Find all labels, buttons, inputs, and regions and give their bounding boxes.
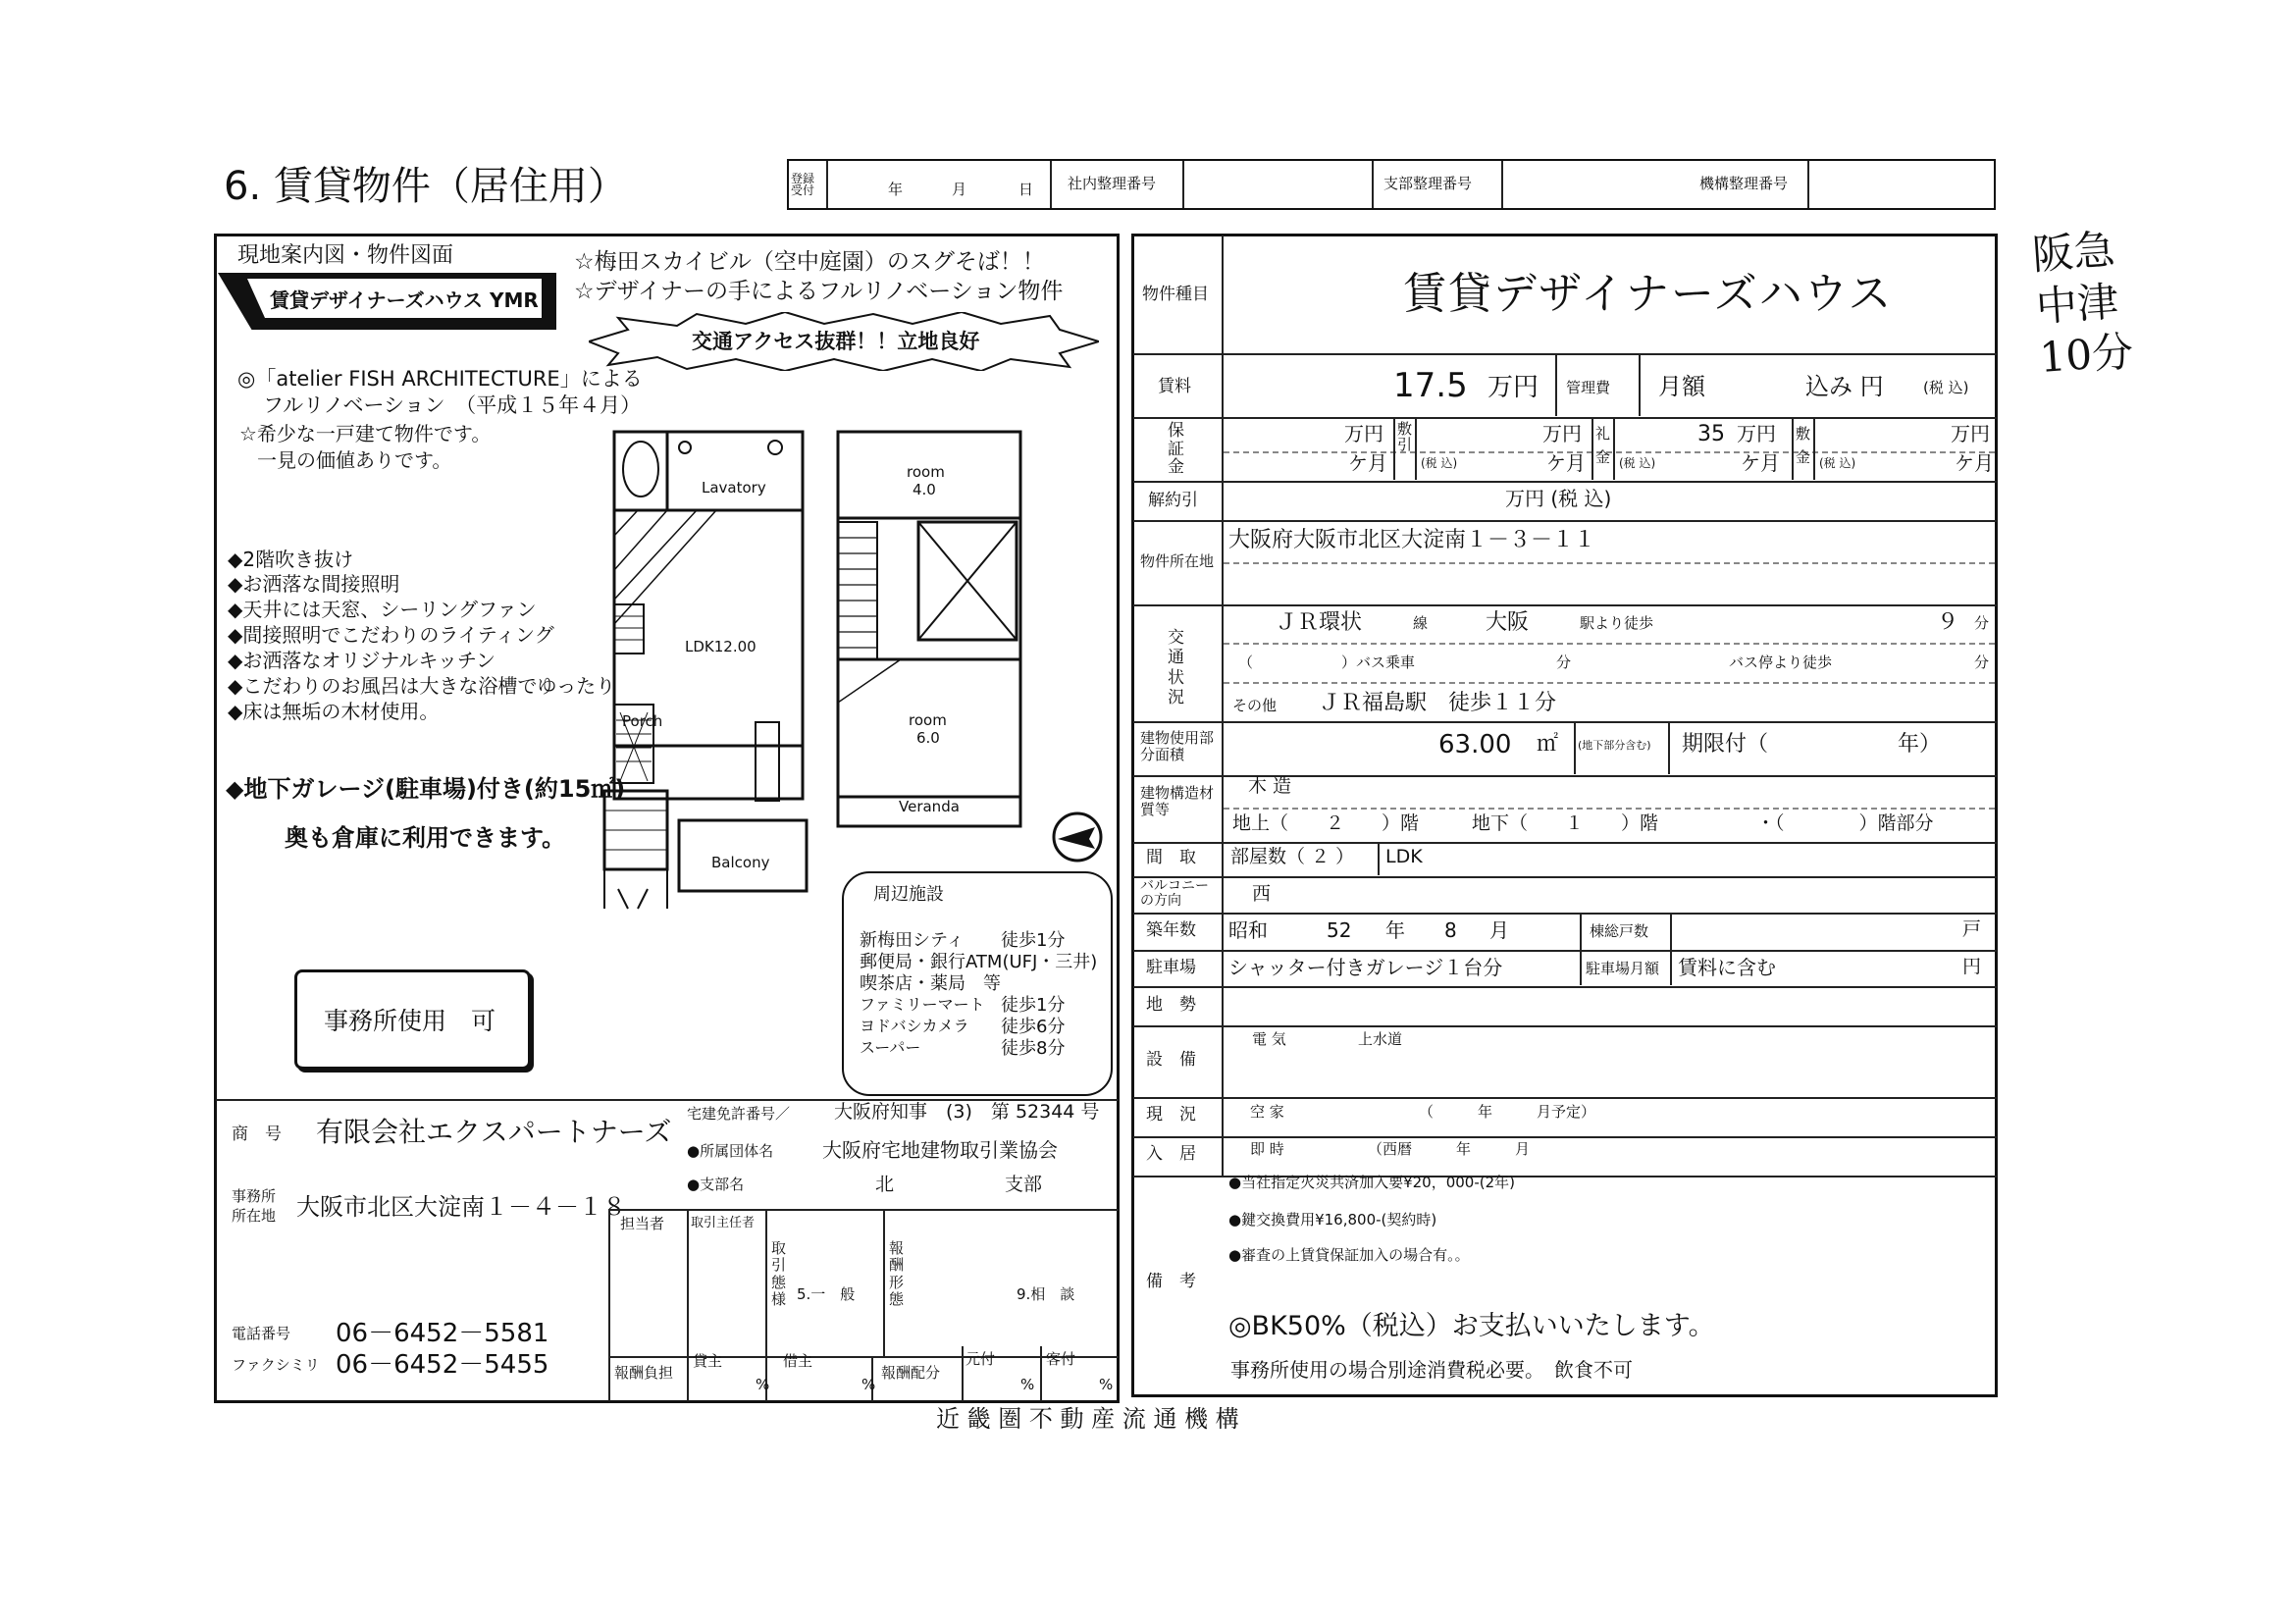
branch-suffix: 支部 [1005, 1174, 1043, 1195]
office-note: 事務所使用の場合別途消費税必要。 飲食不可 [1230, 1358, 1633, 1382]
nearby-5-name: ヨドバシカメラ [860, 1017, 969, 1035]
type-label: 物件種目 [1142, 285, 1209, 304]
trade-label: 商 号 [232, 1125, 282, 1144]
org-no-label: 機構整理番号 [1699, 175, 1789, 192]
catch-line-2: ☆デザイナーの手によるフルリノベーション物件 [574, 279, 1064, 304]
deposit-label: 保証金 [1168, 421, 1184, 478]
parking-fee-value: 賃料に含む [1678, 956, 1776, 979]
notes-label: 備 考 [1146, 1272, 1196, 1291]
parking-label: 駐車場 [1146, 958, 1196, 977]
feature-3: ◆天井には天窓、シーリングファン [228, 598, 537, 621]
rooms-value: 部屋数（ ２ ） [1230, 846, 1355, 867]
keitai-value: 9.相 談 [1017, 1285, 1075, 1303]
fax-label: ファクシミリ [232, 1356, 320, 1374]
tantou-label: 担当者 [620, 1215, 665, 1232]
haibun-label: 報酬配分 [881, 1364, 941, 1382]
bk-note: ◎BK50%（税込）お支払いいたします。 [1228, 1311, 1715, 1341]
taiyou-value: 5.一 般 [797, 1285, 856, 1303]
kaiyaku-label: 解約引 [1148, 491, 1198, 510]
balcony-label: バルコニーの方向 [1140, 878, 1209, 909]
office-address: 大阪市北区大淀南１－４－１８ [296, 1193, 626, 1221]
footer: 近 畿 圏 不 動 産 流 通 機 構 [936, 1405, 1239, 1433]
other-value: ＪＲ福島駅 徒歩１１分 [1319, 691, 1557, 715]
garage-line-2: 奥も倉庫に利用できます。 [285, 824, 566, 852]
bus-label: （ ）バス乗車 [1238, 654, 1416, 671]
kashinushi-label: 貸主 [693, 1352, 723, 1370]
reikin-label: 礼金 [1595, 425, 1611, 466]
compass-icon [1050, 810, 1105, 864]
terrain-label: 地 勢 [1146, 995, 1196, 1015]
structure-value: 木 造 [1248, 775, 1292, 797]
note-2: ●鍵交換費用¥16,800-(契約時) [1228, 1211, 1437, 1229]
map-title: 現地案内図・物件図面 [237, 243, 454, 268]
nearby-title: 周辺施設 [873, 884, 944, 905]
intro-line-2: フルリノベーション （平成１５年４月） [263, 393, 642, 417]
movein-label: 入 居 [1146, 1144, 1196, 1164]
floors-below: 地下（ １ ）階 [1472, 812, 1659, 834]
feature-2: ◆お洒落な間接照明 [228, 572, 400, 596]
address-label: 物件所在地 [1140, 552, 1215, 570]
parking-value: シャッター付きガレージ１台分 [1228, 956, 1503, 979]
branch-label: ●支部名 [687, 1176, 745, 1193]
trade-name: 有限会社エクスパートナーズ [316, 1116, 672, 1148]
ldk-value: LDK [1385, 846, 1423, 867]
feature-5: ◆お洒落なオリジナルキッチン [228, 649, 496, 672]
torihiki-taiyou-label: 取引態様 [771, 1239, 787, 1308]
tel-number: 06－6452－5581 [336, 1319, 549, 1348]
line-value: ＪＲ環状 [1276, 610, 1363, 635]
license-value: 大阪府知事 (3) 第 52344 号 [834, 1101, 1100, 1123]
feature-1: ◆2階吹き抜け [228, 548, 354, 571]
karinushi-label: 借主 [783, 1352, 813, 1370]
built-month: 8 [1444, 918, 1457, 942]
nearby-6-dist: 徒歩8分 [1001, 1038, 1066, 1059]
other-label: その他 [1232, 697, 1278, 714]
nearby-2-name: 郵便局・銀行ATM(UFJ・三井) [860, 952, 1098, 972]
branch-value: 北 [875, 1174, 895, 1195]
bus-stop-label: バス停より徒歩 [1729, 654, 1833, 671]
office-label-1: 事務所 [232, 1187, 277, 1205]
intro-line-4: 一見の価値ありです。 [257, 448, 452, 472]
intro-line-1: ◎「atelier FISH ARCHITECTURE」による [237, 367, 643, 391]
floors-part: ・（ ）階部分 [1756, 812, 1934, 834]
note-1: ●当社指定火災共済加入要¥20，000-(2年) [1228, 1174, 1516, 1191]
status-value: 空 家 [1250, 1103, 1284, 1121]
mgmt-value: 込み 円 [1805, 373, 1884, 400]
kaiyaku-value: 万円 (税 込) [1505, 487, 1612, 510]
feature-4: ◆間接照明でこだわりのライティング [228, 623, 554, 647]
office-use-text: 事務所使用 可 [324, 1007, 496, 1035]
area-label: 建物使用部分面積 [1140, 729, 1215, 764]
mgmt-monthly: 月額 [1658, 373, 1705, 400]
status-schedule: （ 年 月予定） [1419, 1103, 1596, 1121]
handwritten-note: 阪急 中津 10分 [2030, 225, 2135, 382]
plan-ldk: LDK12.00 [685, 638, 757, 655]
parking-fee-label: 駐車場月額 [1586, 960, 1660, 977]
fax-number: 06－6452－5455 [336, 1350, 549, 1380]
nearby-4-dist: 徒歩1分 [1001, 995, 1066, 1016]
plan-balcony: Balcony [711, 854, 770, 871]
section-title: 6. 賃貸物件（居住用） [224, 164, 627, 209]
structure-label: 建物構造材質等 [1140, 784, 1215, 819]
futan-label: 報酬負担 [614, 1364, 674, 1382]
note-3: ●審査の上賃貸保証加入の場合有。。 [1228, 1246, 1470, 1264]
units-label: 棟総戸数 [1590, 922, 1649, 940]
nearby-1-name: 新梅田シティ [860, 930, 965, 951]
houshu-keitai-label: 報酬形態 [889, 1239, 905, 1308]
reg-label: 登録受付 [791, 172, 815, 197]
nearby-5-dist: 徒歩6分 [1001, 1017, 1066, 1037]
feature-6: ◆こだわりのお風呂は大きな浴槽でゆったり [228, 674, 616, 698]
torihiki-sekinin-label: 取引主任者 [691, 1216, 756, 1230]
tel-label: 電話番号 [232, 1325, 291, 1342]
garage-line-1: ◆地下ガレージ(駐車場)付き(約15㎡) [226, 775, 626, 803]
assoc-value: 大阪府宅地建物取引業協会 [822, 1138, 1058, 1162]
motozuke-label: 元付 [965, 1350, 996, 1368]
rent-label: 賃料 [1158, 377, 1191, 396]
floor-plan-1f [599, 428, 814, 938]
banner-text: 賃貸デザイナーズハウス YMR [270, 288, 539, 312]
type-value: 賃貸デザイナーズハウス [1403, 269, 1894, 319]
balcony-value: 西 [1252, 883, 1272, 905]
mgmt-label: 管理費 [1566, 379, 1611, 396]
built-label: 築年数 [1146, 920, 1196, 940]
catch-line-1: ☆梅田スカイビル（空中庭園）のスグそば！！ [574, 249, 1045, 275]
nearby-6-name: スーパー [860, 1038, 921, 1057]
equipment-value-1: 電 気 [1252, 1030, 1286, 1048]
equipment-value-2: 上水道 [1358, 1030, 1403, 1048]
built-era: 昭和 [1228, 918, 1268, 942]
plan-lavatory: Lavatory [702, 479, 766, 497]
nearby-3-name: 喫茶店・薬局 等 [860, 973, 1001, 994]
shikibiki-label: 敷引 [1397, 420, 1413, 453]
traffic-label: 交通状況 [1168, 628, 1184, 708]
plan-porch: Porch [622, 712, 663, 730]
station-value: 大阪 [1486, 610, 1530, 635]
nearby-1-dist: 徒歩1分 [1001, 930, 1066, 951]
plan-room40: room [907, 463, 945, 481]
walk-minutes: ９ [1937, 610, 1959, 635]
office-label-2: 所在地 [232, 1207, 277, 1225]
intro-line-3: ☆希少な一戸建て物件です。 [239, 422, 492, 445]
madori-label: 間 取 [1146, 848, 1196, 867]
status-label: 現 況 [1146, 1105, 1196, 1125]
rent-value: 17.5 [1393, 366, 1468, 405]
shikikin-label: 敷金 [1796, 425, 1811, 466]
kyakuzuke-label: 客付 [1046, 1350, 1076, 1368]
built-year: 52 [1327, 918, 1352, 942]
burst-text: 交通アクセス抜群！！立地良好 [692, 330, 980, 353]
equipment-label: 設 備 [1146, 1050, 1196, 1070]
plan-veranda: Veranda [899, 798, 960, 815]
nearby-4-name: ファミリーマート [860, 995, 985, 1014]
movein-value: 即 時 [1250, 1140, 1284, 1158]
license-label: 宅建免許番号／ [687, 1105, 791, 1123]
term-value: 期限付（ 年） [1682, 732, 1942, 757]
area-value: 63.00 [1438, 730, 1512, 759]
address-value: 大阪府大阪市北区大淀南１－３－１１ [1228, 528, 1596, 552]
branch-no-label: 支部整理番号 [1383, 175, 1473, 192]
feature-7: ◆床は無垢の木材使用。 [228, 700, 440, 723]
reikin-value: 35 [1697, 422, 1725, 446]
floors-above: 地上（ ２ ）階 [1232, 812, 1420, 834]
movein-schedule: （西暦 年 月 [1368, 1140, 1531, 1158]
internal-no-label: 社内整理番号 [1068, 175, 1157, 192]
plan-room60: room [909, 711, 947, 729]
assoc-label: ●所属団体名 [687, 1142, 774, 1160]
